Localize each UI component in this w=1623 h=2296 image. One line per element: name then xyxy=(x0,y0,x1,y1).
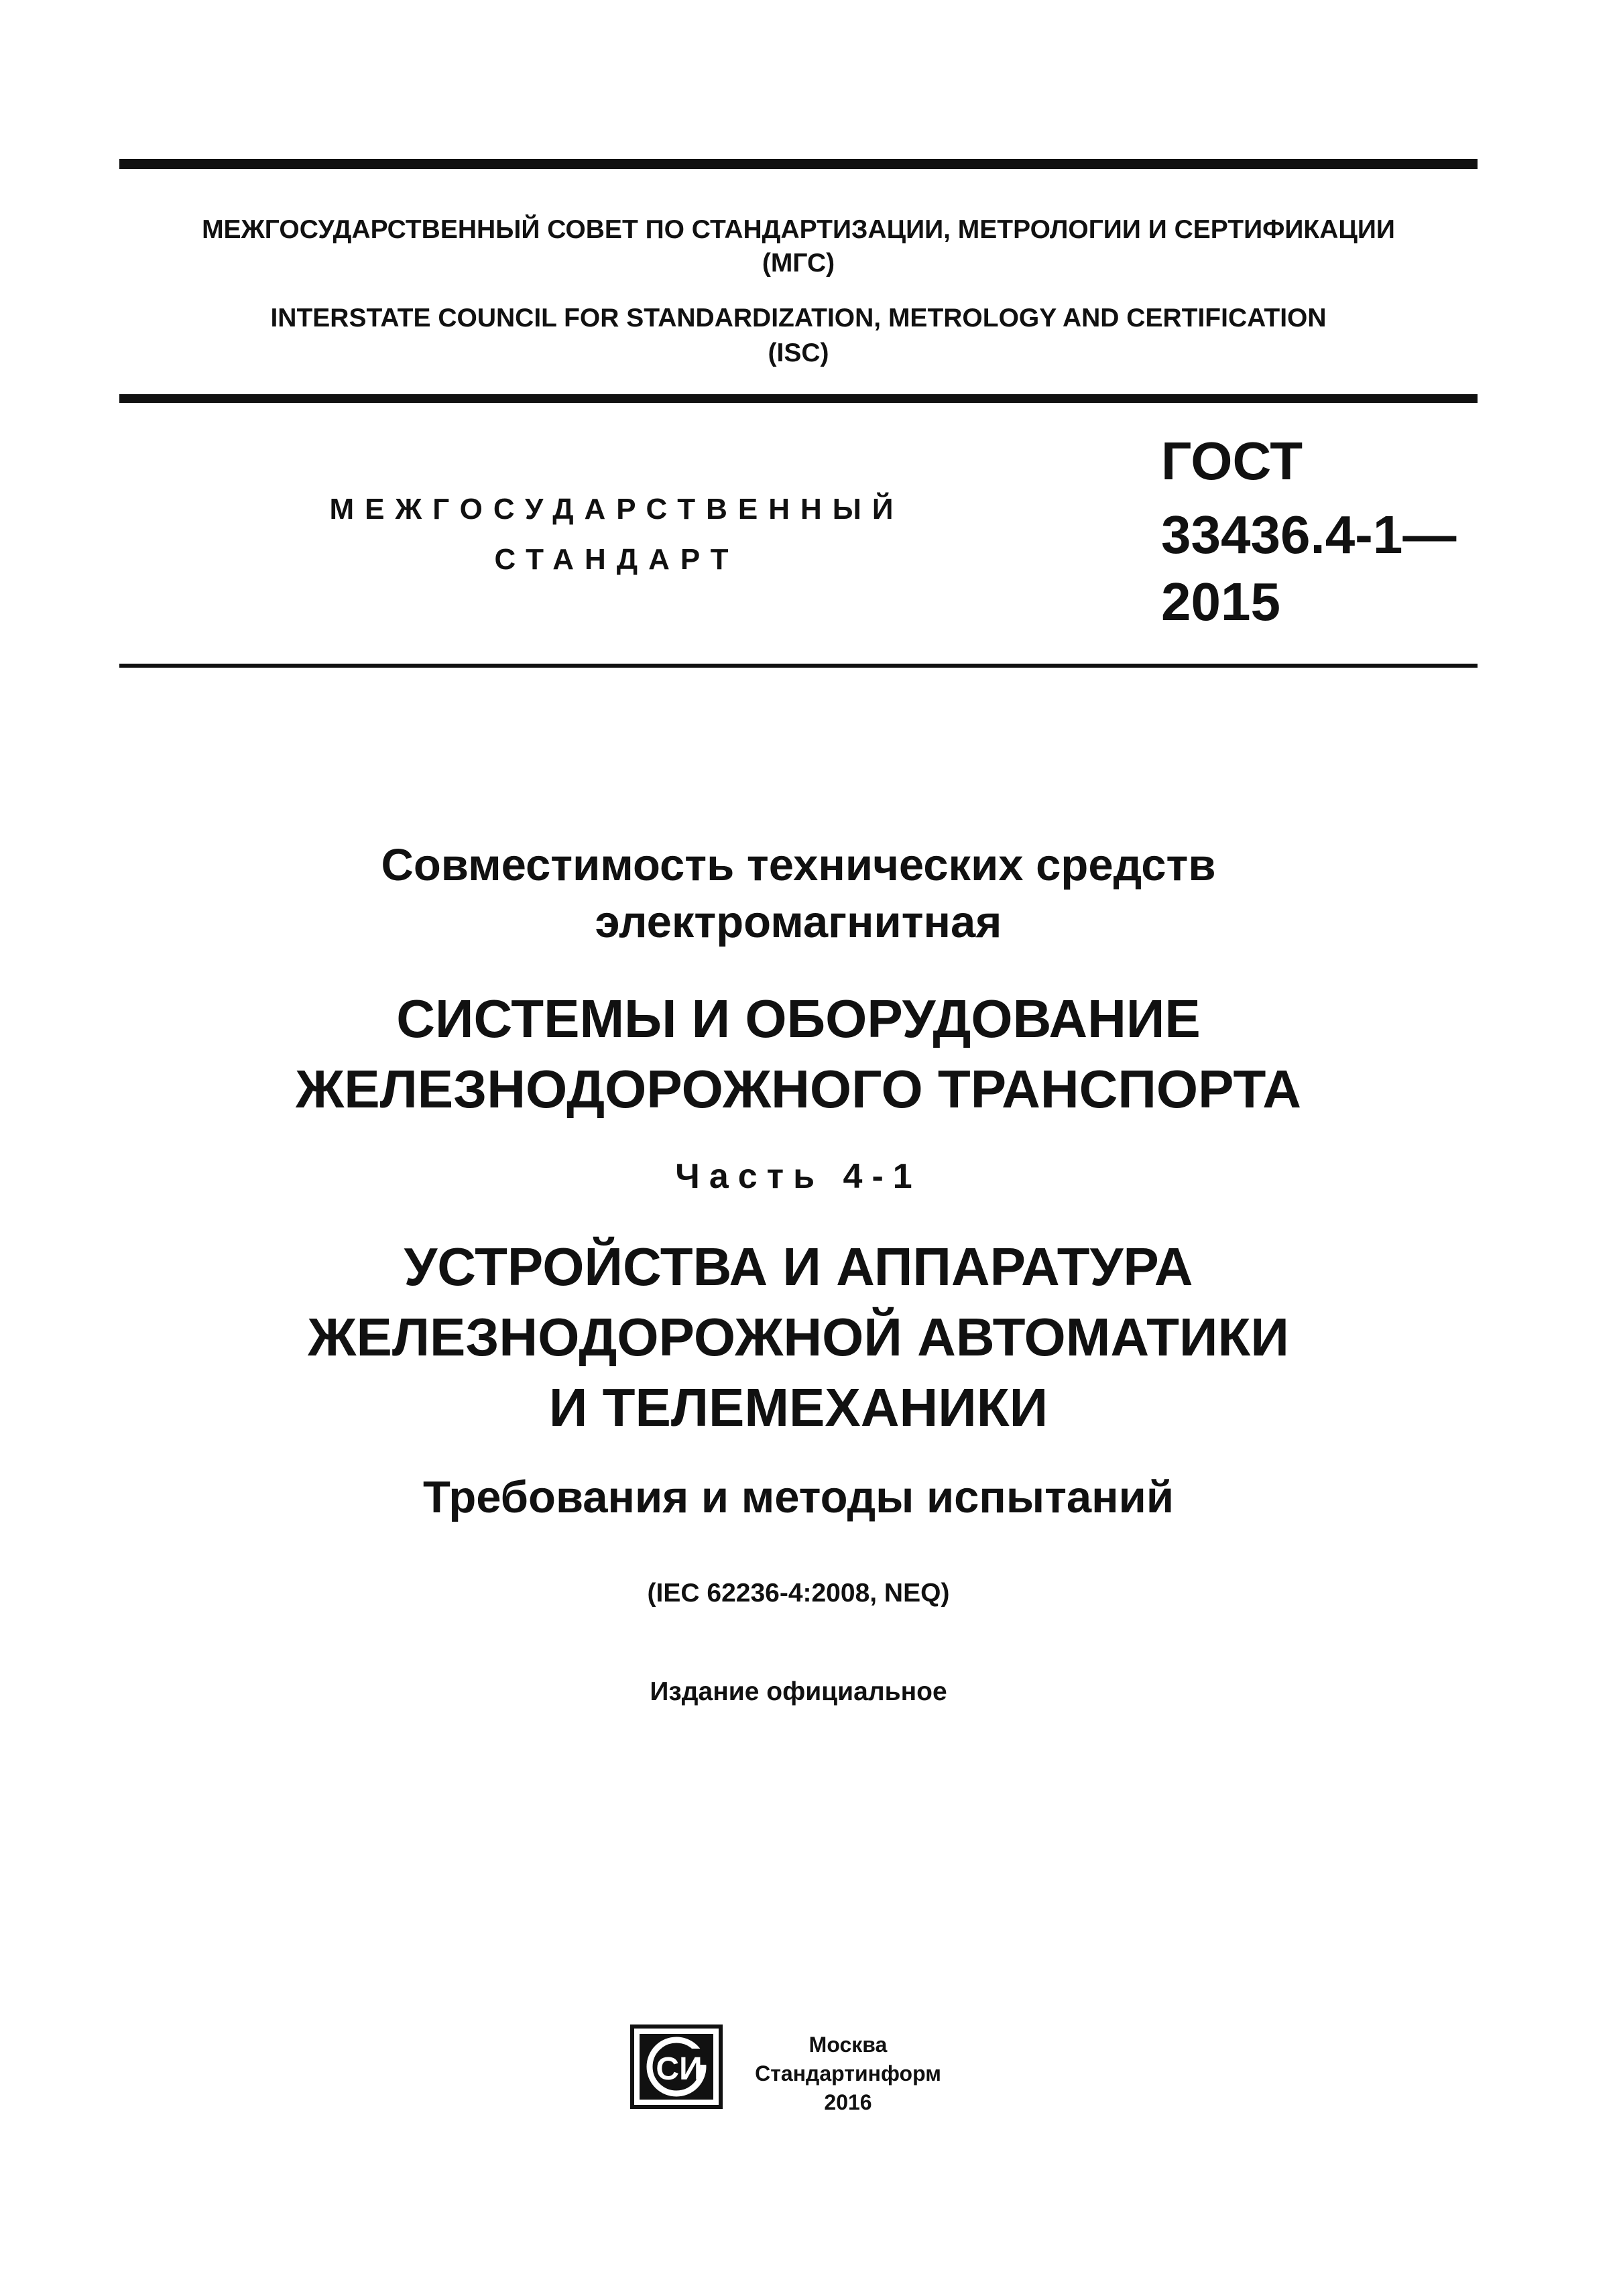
reference-standard: (IEC 62236-4:2008, NEQ) xyxy=(647,1579,950,1608)
gost-number: 33436.4-1— xyxy=(1161,505,1457,564)
standard-kind-line1: МЕЖГОСУДАРСТВЕННЫЙ xyxy=(329,493,904,526)
top-rule xyxy=(119,159,1478,169)
main-title-line2: ЖЕЛЕЗНОДОРОЖНОГО ТРАНСПОРТА xyxy=(295,1059,1302,1119)
edition-note: Издание официальное xyxy=(650,1677,947,1706)
subtitle-line2: ЖЕЛЕЗНОДОРОЖНОЙ АВТОМАТИКИ xyxy=(308,1307,1289,1367)
publisher-year: 2016 xyxy=(824,2090,872,2114)
publisher-name: Стандартинформ xyxy=(755,2061,941,2086)
publisher-city: Москва xyxy=(808,2033,888,2057)
gost-label: ГОСТ xyxy=(1161,431,1303,491)
council-en-abbr: (ISC) xyxy=(768,339,829,367)
subtitle-line3: И ТЕЛЕМЕХАНИКИ xyxy=(548,1378,1048,1437)
part-number: Часть 4-1 xyxy=(675,1157,922,1196)
standartinform-logo-icon xyxy=(630,2025,723,2109)
gost-year: 2015 xyxy=(1161,572,1280,631)
designation-rule xyxy=(119,664,1478,668)
standard-kind-line2: СТАНДАРТ xyxy=(494,543,739,576)
council-en: INTERSTATE COUNCIL FOR STANDARDIZATION, METROLOGY AND CERTIFICATION xyxy=(270,304,1327,333)
council-ru-abbr: (МГС) xyxy=(762,249,835,278)
header-rule xyxy=(119,394,1478,403)
svg-text:СИ: СИ xyxy=(656,2051,703,2087)
subtitle-line1: УСТРОЙСТВА И АППАРАТУРА xyxy=(404,1237,1193,1296)
main-title-line1: СИСТЕМЫ И ОБОРУДОВАНИЕ xyxy=(396,989,1201,1048)
title-line1: Совместимость технических средств xyxy=(381,840,1216,890)
requirements-title: Требования и методы испытаний xyxy=(422,1472,1175,1522)
title-line2: электромагнитная xyxy=(595,897,1002,947)
council-ru: МЕЖГОСУДАРСТВЕННЫЙ СОВЕТ ПО СТАНДАРТИЗАЦИИ, МЕТРОЛОГИИ И СЕРТИФИКАЦИИ xyxy=(202,215,1395,244)
